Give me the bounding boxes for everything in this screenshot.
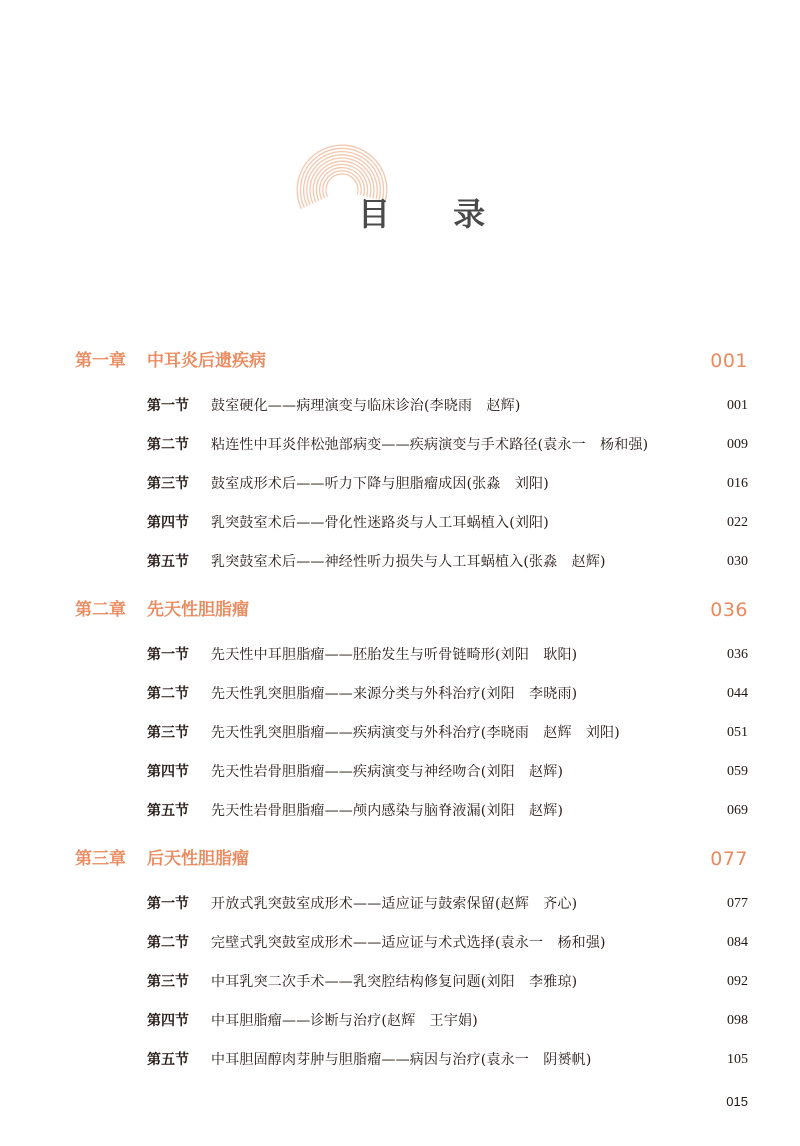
chapter-page-number: 036 [710, 599, 748, 621]
section-number: 第五节 [147, 803, 189, 819]
section-page-number: 016 [727, 476, 748, 491]
section-number: 第二节 [147, 686, 189, 702]
section-entry[interactable] [0, 434, 800, 456]
section-entry[interactable] [0, 512, 800, 534]
section-page-number: 105 [727, 1052, 748, 1067]
section-entry[interactable] [0, 473, 800, 495]
chapter-number: 第三章 [75, 849, 126, 869]
section-title: 先天性乳突胆脂瘤——来源分类与外科治疗(刘阳 李晓雨) [211, 686, 578, 702]
section-page-number: 084 [727, 935, 748, 950]
section-page-number: 044 [727, 686, 748, 701]
logo-arc [326, 174, 358, 197]
section-page-number: 009 [727, 437, 748, 452]
section-number: 第四节 [147, 1013, 189, 1029]
section-title: 乳突鼓室术后——骨化性迷路炎与人工耳蜗植入(刘阳) [211, 515, 549, 531]
chapter-heading[interactable] [0, 348, 800, 374]
section-title: 鼓室硬化——病理演变与临床诊治(李晓雨 赵辉) [211, 398, 521, 414]
section-title: 粘连性中耳炎伴松弛部病变——疾病演变与手术路径(袁永一 杨和强) [211, 437, 649, 453]
section-number: 第五节 [147, 1052, 189, 1068]
chapter-title: 中耳炎后遗疾病 [147, 351, 266, 371]
section-title: 乳突鼓室术后——神经性听力损失与人工耳蜗植入(张淼 赵辉) [211, 554, 606, 570]
section-number: 第三节 [147, 974, 189, 990]
section-number: 第五节 [147, 554, 189, 570]
section-entry[interactable] [0, 683, 800, 705]
section-title: 鼓室成形术后——听力下降与胆脂瘤成因(张淼 刘阳) [211, 476, 549, 492]
section-entry[interactable] [0, 971, 800, 993]
section-title: 开放式乳突鼓室成形术——适应证与鼓索保留(赵辉 齐心) [211, 896, 578, 912]
chapter-title: 先天性胆脂瘤 [147, 600, 249, 620]
section-page-number: 051 [727, 725, 748, 740]
section-entry[interactable] [0, 800, 800, 822]
section-title: 先天性中耳胆脂瘤——胚胎发生与听骨链畸形(刘阳 耿阳) [211, 647, 578, 663]
section-page-number: 069 [727, 803, 748, 818]
section-title: 先天性岩骨胆脂瘤——疾病演变与神经吻合(刘阳 赵辉) [211, 764, 564, 780]
section-title: 中耳乳突二次手术——乳突腔结构修复问题(刘阳 李雅琼) [211, 974, 578, 990]
chapter-heading[interactable] [0, 597, 800, 623]
section-page-number: 030 [727, 554, 748, 569]
section-entry[interactable] [0, 722, 800, 744]
chapter-title: 后天性胆脂瘤 [147, 849, 249, 869]
section-page-number: 022 [727, 515, 748, 530]
section-entry[interactable] [0, 644, 800, 666]
section-number: 第二节 [147, 437, 189, 453]
section-number: 第一节 [147, 647, 189, 663]
section-entry[interactable] [0, 1049, 800, 1071]
section-entry[interactable] [0, 932, 800, 954]
section-entry[interactable] [0, 1010, 800, 1032]
section-number: 第四节 [147, 515, 189, 531]
section-entry[interactable] [0, 551, 800, 573]
section-page-number: 059 [727, 764, 748, 779]
section-number: 第四节 [147, 764, 189, 780]
section-number: 第一节 [147, 896, 189, 912]
logo-arc [323, 171, 361, 198]
chapter-page-number: 077 [710, 848, 748, 870]
section-page-number: 098 [727, 1013, 748, 1028]
section-entry[interactable] [0, 395, 800, 417]
chapter-number: 第一章 [75, 351, 126, 371]
page-number: 015 [726, 1094, 748, 1109]
section-page-number: 077 [727, 896, 748, 911]
section-page-number: 092 [727, 974, 748, 989]
section-title: 中耳胆脂瘤——诊断与治疗(赵辉 王宇娟) [211, 1013, 478, 1029]
section-title: 中耳胆固醇肉芽肿与胆脂瘤——病因与治疗(袁永一 阴赟帆) [211, 1052, 592, 1068]
section-title: 先天性乳突胆脂瘤——疾病演变与外科治疗(李晓雨 赵辉 刘阳) [211, 725, 620, 741]
chapter-heading[interactable] [0, 846, 800, 872]
chapter-page-number: 001 [710, 350, 748, 372]
page-title: 目 录 [358, 195, 512, 233]
section-number: 第三节 [147, 725, 189, 741]
section-number: 第三节 [147, 476, 189, 492]
section-title: 完壁式乳突鼓室成形术——适应证与术式选择(袁永一 杨和强) [211, 935, 606, 951]
section-number: 第一节 [147, 398, 189, 414]
section-entry[interactable] [0, 761, 800, 783]
section-entry[interactable] [0, 893, 800, 915]
section-title: 先天性岩骨胆脂瘤——颅内感染与脑脊液漏(刘阳 赵辉) [211, 803, 564, 819]
section-page-number: 036 [727, 647, 748, 662]
chapter-number: 第二章 [75, 600, 126, 620]
section-page-number: 001 [727, 398, 748, 413]
section-number: 第二节 [147, 935, 189, 951]
